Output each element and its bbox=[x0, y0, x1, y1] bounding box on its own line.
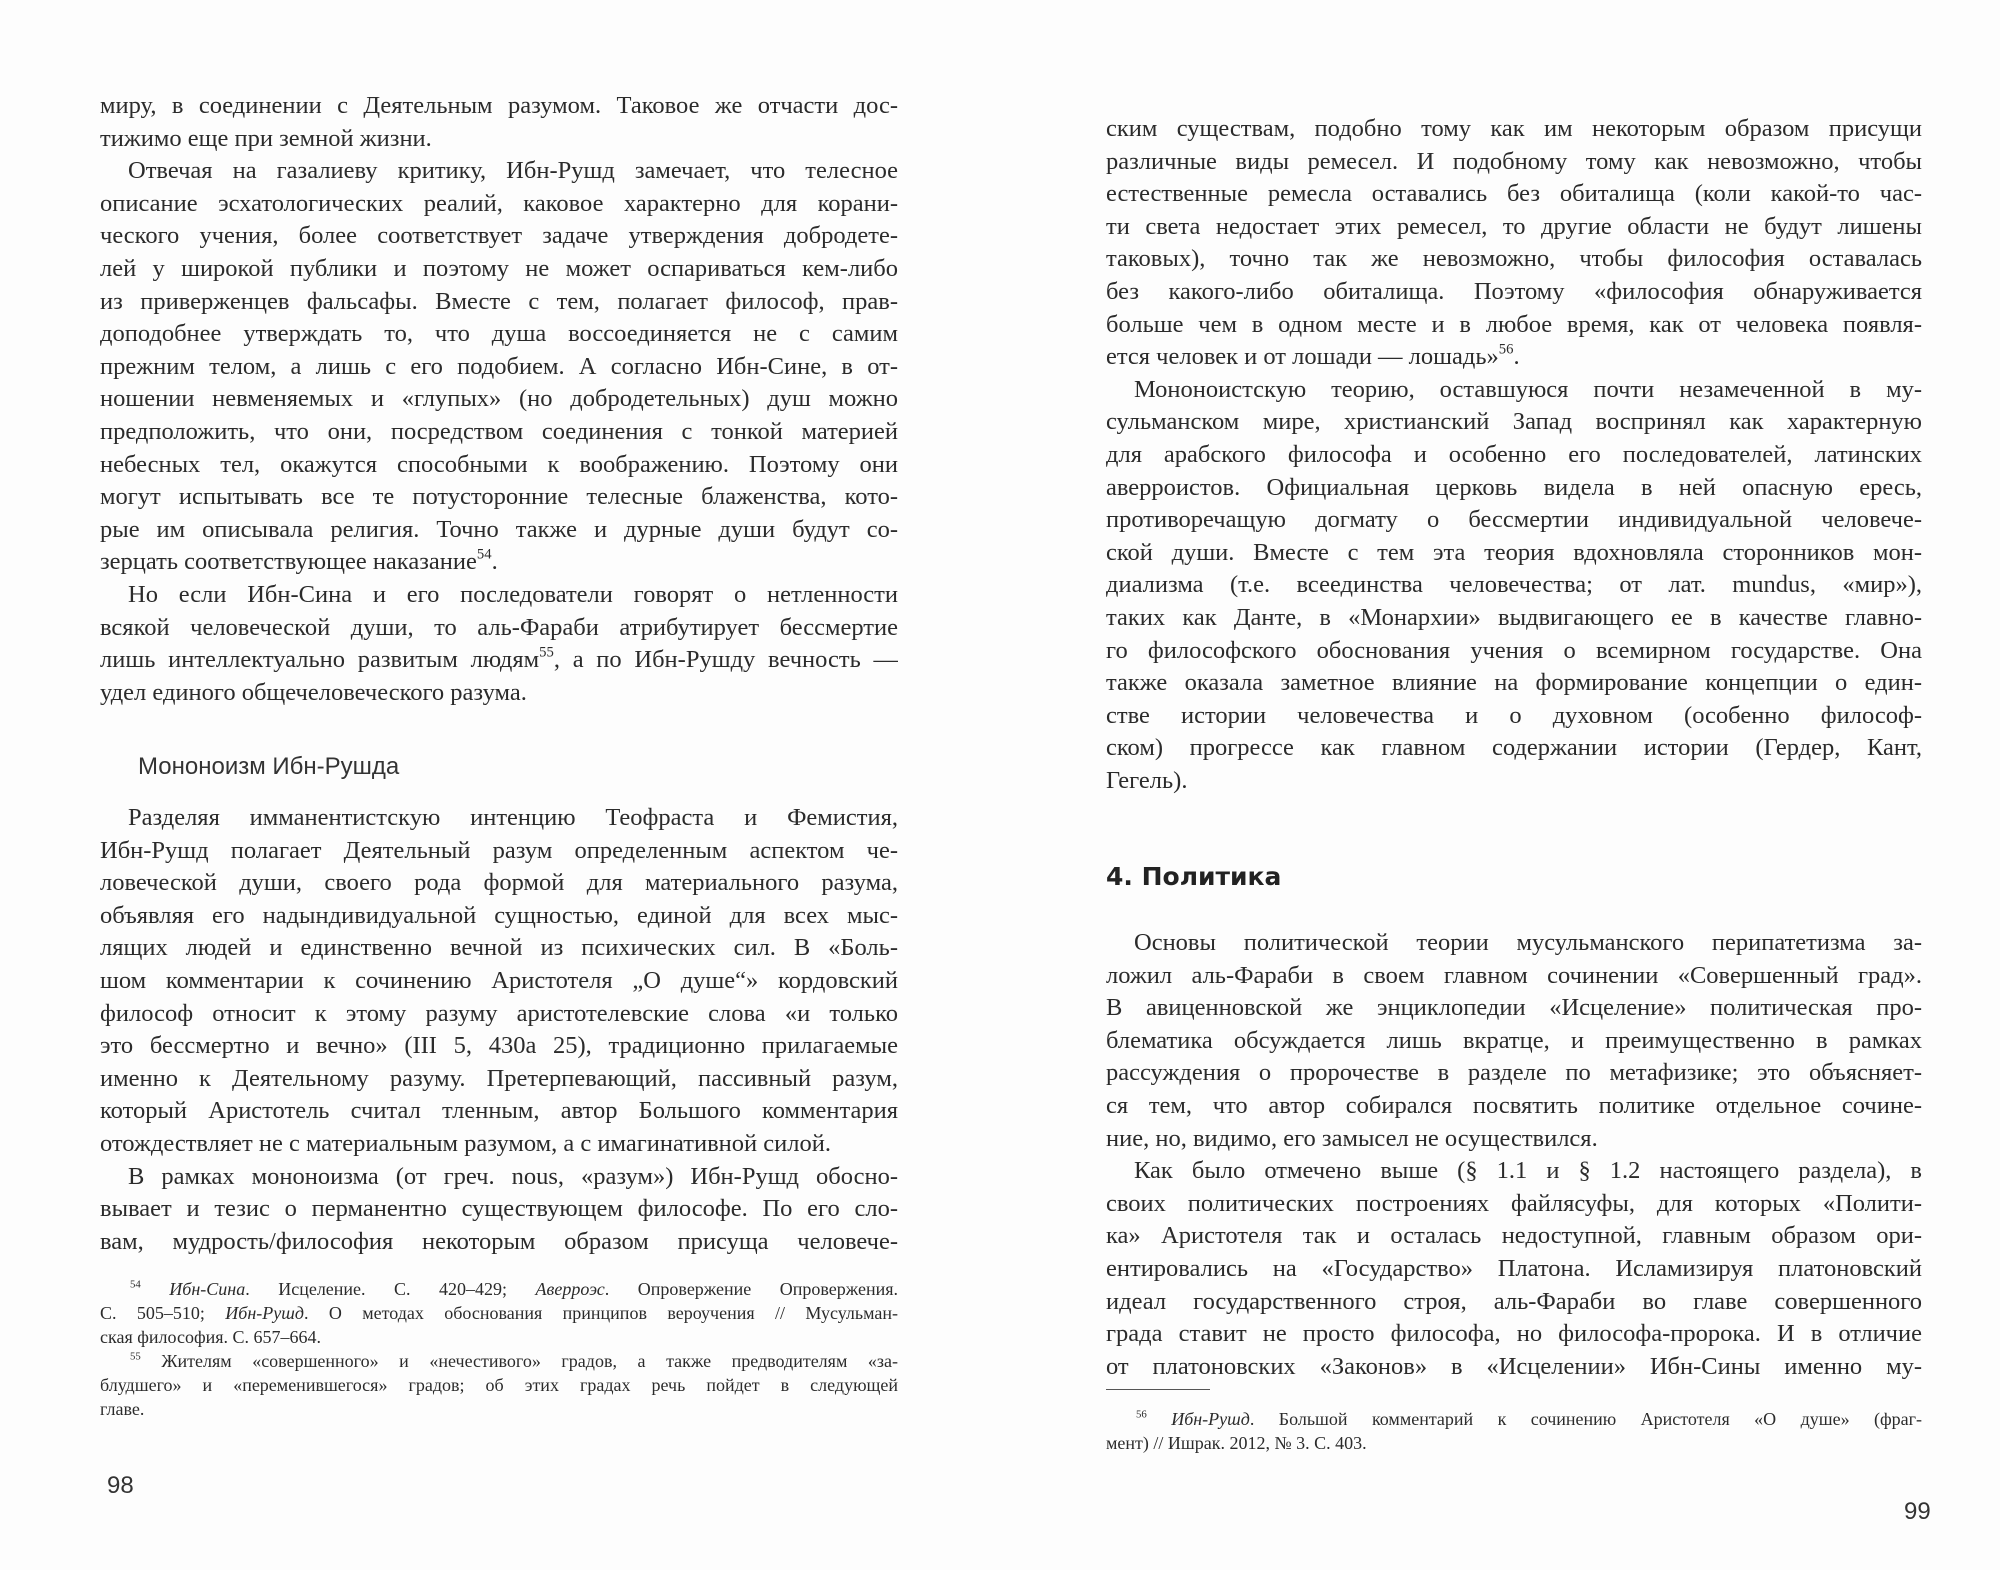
page-number: 98 bbox=[107, 1472, 134, 1499]
text-line: ти света недостает этих ремесел, то другие области не будут лишены bbox=[1106, 212, 1922, 240]
text-line: без какого-либо обиталища. Поэтому «философия обнаруживается bbox=[1106, 277, 1922, 305]
text-line bbox=[100, 546, 898, 579]
text-line: Мононоистскую теорию, оставшуюся почти незамеченной в му- bbox=[1134, 375, 1922, 403]
footnote bbox=[100, 1349, 898, 1421]
body-text-top bbox=[100, 90, 898, 709]
text-line: Основы политической теории мусульманского перипатетизма за- bbox=[1134, 929, 1922, 956]
text-line: ловеческой души, своего рода формой для материального разума, bbox=[100, 869, 898, 897]
text-span: Ибн-Рушд bbox=[225, 1303, 304, 1323]
text-line: блудшего» и «переменившегося» градов; об этих градах речь пойдет в следующей bbox=[100, 1375, 898, 1395]
text-line: мент) // Ишрак. 2012, № 3. С. 403. bbox=[1106, 1433, 1367, 1453]
footnote-ref: 55 bbox=[130, 1350, 141, 1363]
text-line: прежним телом, а лишь с его подобием. А согласно Ибн-Сине, в от- bbox=[100, 352, 898, 380]
text-line: шом комментарии к сочинению Аристотеля „О душе“» кордовский bbox=[100, 966, 898, 994]
text-line bbox=[100, 1301, 898, 1325]
text-line: го философского обоснования учения о всемирном государстве. Она bbox=[1106, 636, 1922, 664]
paragraph bbox=[100, 802, 898, 1161]
text-line: В авиценновской же энциклопедии «Исцеление» политическая про- bbox=[1106, 994, 1922, 1022]
footnote-ref: 54 bbox=[130, 1278, 141, 1291]
text-line: аверроистов. Официальная церковь видела в ней опасную ересь, bbox=[1106, 473, 1922, 501]
text-line: именно к Деятельному разуму. Претерпевающий, пассивный разум, bbox=[100, 1064, 898, 1092]
text-line: лей у широкой публики и поэтому не может оспариваться кем-либо bbox=[100, 254, 898, 282]
text-line: миру, в соединении с Деятельным разумом. Таковое же отчасти дос- bbox=[100, 92, 898, 119]
right-page bbox=[1000, 0, 2000, 1570]
text-span: . bbox=[1513, 343, 1520, 371]
footnotes bbox=[1106, 1407, 1922, 1455]
text-span: . Исцеление. С. 420–429; bbox=[245, 1279, 536, 1299]
text-line: тижимо еще при земной жизни. bbox=[100, 124, 432, 152]
text-line: своих политических построениях файлясуфы, для которых «Полити- bbox=[1106, 1189, 1922, 1217]
paragraph bbox=[100, 579, 898, 709]
text-line: рые им описывала религия. Точно также и дурные души будут со- bbox=[100, 515, 898, 543]
text-line: В рамках мононоизма (от греч. nous, «разум») Ибн-Рушд обосно- bbox=[128, 1162, 898, 1190]
footnote-ref: 56 bbox=[1498, 341, 1514, 358]
text-line: различные виды ремесел. И подобному тому как невозможно, чтобы bbox=[1106, 147, 1922, 175]
text-span: . Большой комментарий к сочинению Аристотеля «О душе» (фраг- bbox=[1249, 1409, 1922, 1429]
text-line: больше чем в одном месте и в любое время, как от человека появля- bbox=[1106, 310, 1922, 338]
paragraph bbox=[100, 1161, 898, 1259]
text-span: . bbox=[491, 548, 498, 576]
text-span: Ибн-Сина bbox=[169, 1279, 246, 1299]
text-line bbox=[1106, 1407, 1922, 1431]
text-line: ся тем, что автор собирался посвятить политике отдельное сочине- bbox=[1106, 1091, 1922, 1119]
text-span: , а по Ибн-Рушду вечность — bbox=[553, 646, 898, 674]
text-line: рассуждения о пророчестве в разделе по метафизике; это объясняет- bbox=[1106, 1059, 1922, 1087]
text-line: это бессмертно и вечно» (III 5, 430a 25), традиционно прилагаемые bbox=[100, 1032, 898, 1060]
page-number: 99 bbox=[1904, 1498, 1931, 1525]
text-line bbox=[100, 1277, 898, 1301]
paragraph bbox=[100, 90, 898, 155]
paragraph bbox=[1106, 374, 1922, 798]
text-line: ка» Аристотеля так и осталась недоступной, главным образом ори- bbox=[1106, 1222, 1922, 1250]
text-span bbox=[1147, 1409, 1171, 1429]
paragraph bbox=[1106, 113, 1922, 374]
footnote-divider bbox=[1106, 1389, 1210, 1390]
text-line: противоречащую догмату о бессмертии индивидуальной человече- bbox=[1106, 506, 1922, 534]
text-line: ние, но, видимо, его замысел не осуществился. bbox=[1106, 1124, 1598, 1152]
text-line: небесных тел, окажутся способными к воображению. Поэтому они bbox=[100, 450, 898, 478]
text-line: всякой человеческой души, то аль-Фараби атрибутирует бессмертие bbox=[100, 613, 898, 641]
text-line: для арабского философа и особенно его последователей, латинских bbox=[1106, 440, 1922, 468]
text-span: ется человек и от лошади — лошадь» bbox=[1106, 343, 1499, 371]
text-line: Но если Ибн-Сина и его последователи говорят о нетленности bbox=[128, 580, 898, 608]
subheading: Мононоизм Ибн-Рушда bbox=[138, 753, 400, 780]
text-line: также оказала заметное влияние на формирование концепции о един- bbox=[1106, 669, 1922, 697]
text-line: от платоновских «Законов» в «Исцелении» Ибн-Сины именно му- bbox=[1106, 1352, 1922, 1380]
text-line: Отвечая на газалиеву критику, Ибн-Рушд замечает, что телесное bbox=[128, 157, 898, 185]
text-line: стве истории человечества и о духовном (особенно философ- bbox=[1106, 701, 1922, 729]
text-span: . Опровержение Опровержения. bbox=[604, 1279, 898, 1299]
text-line: главе. bbox=[100, 1399, 145, 1419]
text-line: таких как Данте, в «Монархии» выдвигающего ее в качестве главно- bbox=[1106, 603, 1922, 631]
text-span: Аверроэс bbox=[535, 1279, 605, 1299]
text-line: доподобнее утверждать то, что душа воссоединяется не с самим bbox=[100, 320, 898, 348]
text-line: вам, мудрость/философия некоторым образом присуща человече- bbox=[100, 1227, 898, 1255]
text-line: могут испытывать все те потусторонние телесные блаженства, кото- bbox=[100, 483, 898, 511]
text-span bbox=[141, 1279, 170, 1299]
text-line: описание эсхатологических реалий, каковое характерно для корани- bbox=[100, 189, 898, 217]
text-line: ношении невменяемых и «глупых» (но добродетельных) душ можно bbox=[100, 385, 898, 413]
text-line: ском) прогрессе как главном содержании истории (Гердер, Кант, bbox=[1106, 734, 1922, 762]
text-line: предположить, что они, посредством соединения с тонкой материей bbox=[100, 417, 898, 445]
text-line: таковых), точно так же невозможно, чтобы философия оставалась bbox=[1106, 245, 1922, 273]
text-span: . О методах обоснования принципов вероучения // Мусульман- bbox=[303, 1303, 898, 1323]
text-line: из приверженцев фальсафы. Вместе с тем, полагает философ, прав- bbox=[100, 287, 898, 315]
text-line: лящих людей и единственно вечной из психических сил. В «Боль- bbox=[100, 934, 898, 962]
text-line: диализма (т.е. всеединства человечества; от лат. mundus, «мир»), bbox=[1106, 571, 1922, 599]
text-line: града ставит не просто философа, но философа-пророка. И в отличие bbox=[1106, 1320, 1922, 1348]
text-line: ская философия. С. 657–664. bbox=[100, 1327, 322, 1347]
text-line: философ относит к этому разуму аристотелевские слова «и только bbox=[100, 999, 898, 1027]
paragraph bbox=[1106, 1155, 1922, 1383]
text-line: вывает и тезис о перманентно существующем философе. По его сло- bbox=[100, 1195, 898, 1223]
text-line: естественные ремесла оставались без обиталища (коли какой-то час- bbox=[1106, 180, 1922, 208]
footnote bbox=[1106, 1407, 1922, 1455]
text-span: лишь интеллектуально развитым людям bbox=[100, 646, 540, 674]
footnote-ref: 54 bbox=[476, 547, 492, 564]
text-span: Ибн-Рушд bbox=[1171, 1409, 1250, 1429]
text-line: ложил аль-Фараби в своем главном сочинении «Совершенный град». bbox=[1106, 961, 1922, 989]
section-heading: 4. Политика bbox=[1106, 862, 1282, 891]
text-line: ентировались на «Государство» Платона. Исламизируя платоновский bbox=[1106, 1254, 1922, 1282]
text-line: Разделяя имманентистскую интенцию Теофраста и Фемистия, bbox=[128, 804, 898, 831]
footnotes bbox=[100, 1277, 898, 1421]
text-line: отождествляет не с материальным разумом, а с имагинативной силой. bbox=[100, 1129, 831, 1157]
text-line bbox=[1106, 341, 1922, 374]
text-line: блематика обсуждается лишь вкратце, и преимущественно в рамках bbox=[1106, 1026, 1922, 1054]
text-line: Как было отмечено выше (§ 1.1 и § 1.2 настоящего раздела), в bbox=[1134, 1157, 1922, 1185]
footnote-ref: 56 bbox=[1136, 1408, 1147, 1421]
footnote bbox=[100, 1277, 898, 1349]
text-line: удел единого общечеловеческого разума. bbox=[100, 678, 527, 706]
text-line bbox=[100, 1349, 898, 1373]
paragraph bbox=[100, 155, 898, 579]
text-span: Жителям «совершенного» и «нечестивого» градов, а также предводителям «за- bbox=[140, 1351, 898, 1371]
text-span: С. 505–510; bbox=[100, 1303, 226, 1323]
footnote-ref: 55 bbox=[539, 644, 554, 661]
text-span: зерцать соответствующее наказание bbox=[100, 548, 477, 576]
text-line: Гегель). bbox=[1106, 766, 1188, 794]
text-line bbox=[100, 644, 898, 677]
text-line: объявляя его надындивидуальной сущностью, единой для всех мыс- bbox=[100, 901, 898, 929]
text-line: Ибн-Рушд полагает Деятельный разум определенным аспектом че- bbox=[100, 836, 898, 864]
text-line: ческого учения, более соответствует задаче утверждения добродете- bbox=[100, 222, 898, 250]
text-line: ской души. Вместе с тем эта теория вдохновляла сторонников мон- bbox=[1106, 538, 1922, 566]
text-line: который Аристотель считал тленным, автор Большого комментария bbox=[100, 1097, 898, 1125]
paragraph bbox=[1106, 927, 1922, 1155]
text-line: идеал государственного строя, аль-Фараби во главе совершенного bbox=[1106, 1287, 1922, 1315]
body-text-top bbox=[1106, 113, 1922, 797]
text-line: сульманском мире, христианский Запад воспринял как характерную bbox=[1106, 408, 1922, 436]
body-text-bottom bbox=[1106, 927, 1922, 1383]
body-text-bottom bbox=[100, 802, 898, 1258]
text-line: ским существам, подобно тому как им некоторым образом присущи bbox=[1106, 115, 1922, 142]
